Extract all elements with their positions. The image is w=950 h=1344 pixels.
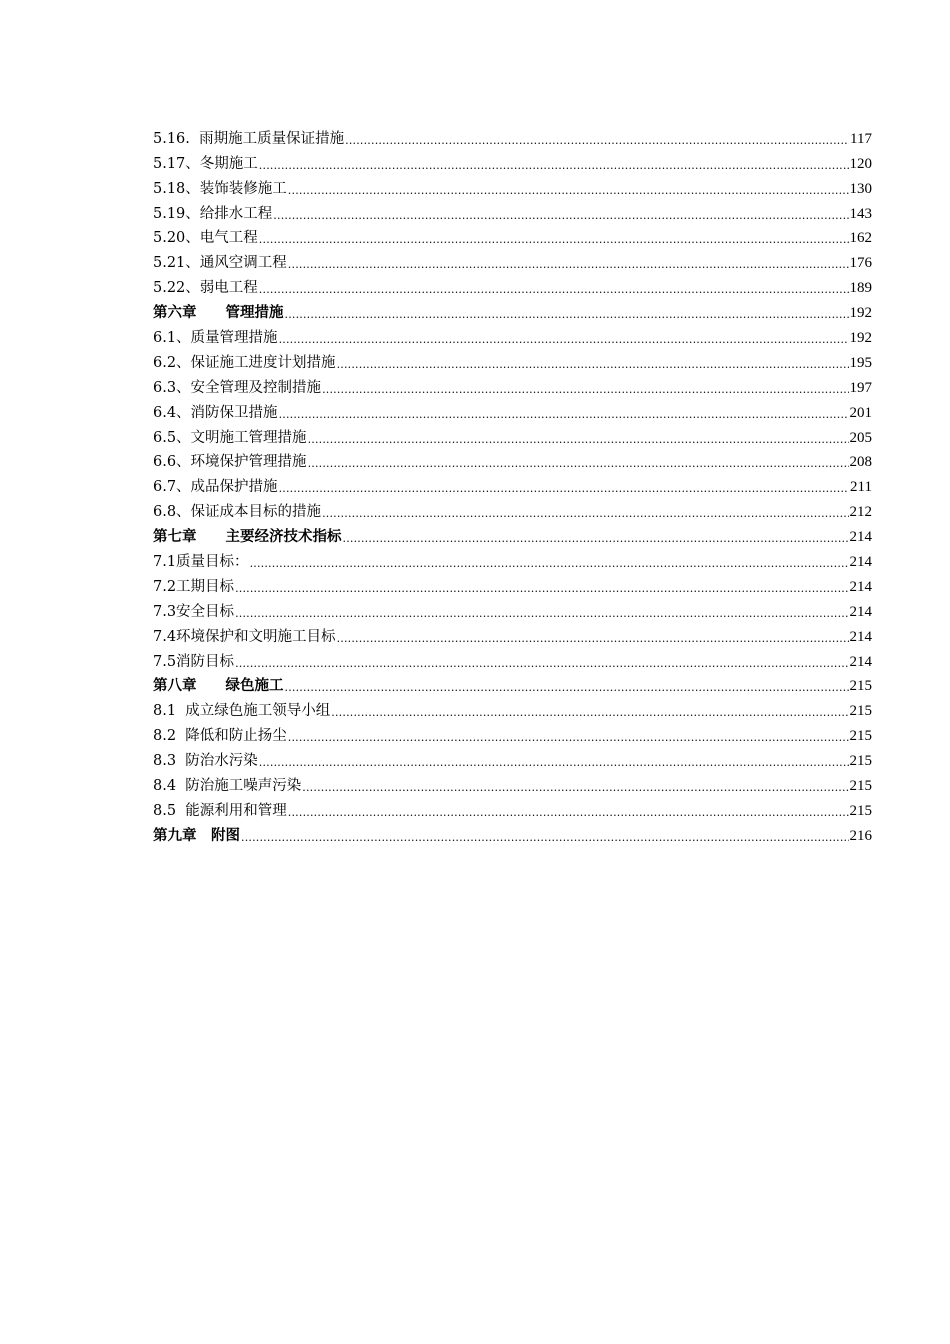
toc-entry-label: 8.5 能源利用和管理 [153,802,287,819]
toc-entry-label: 6.6、环境保护管理措施 [153,454,307,471]
toc-page-number: 214 [849,529,872,546]
toc-entry[interactable] [153,572,872,597]
toc-entry[interactable] [153,124,872,149]
toc-dot-leader [331,705,848,721]
toc-dot-leader [285,680,849,696]
toc-page-number: 120 [849,155,872,172]
toc-entry-label: 5.19、给排水工程 [153,205,273,222]
toc-entry-label: 7.1质量目标： [153,554,249,571]
toc-page-number: 215 [849,703,872,720]
toc-dot-leader [241,830,849,846]
toc-entry-label: 6.8、保证成本目标的措施 [153,504,322,521]
table-of-contents [153,124,872,846]
toc-dot-leader [279,332,849,348]
toc-entry[interactable] [153,224,872,249]
toc-entry-label: 第七章 主要经济技术指标 [153,528,342,546]
toc-entry[interactable] [153,796,872,821]
toc-entry-label: 6.4、消防保卫措施 [153,404,278,421]
toc-entry[interactable] [153,622,872,647]
toc-entry-label: 5.20、电气工程 [153,230,258,247]
toc-entry-label: 6.2、保证施工进度计划措施 [153,354,336,371]
toc-page-number: 162 [849,230,872,247]
toc-page-number: 214 [849,603,872,620]
toc-dot-leader [288,183,849,199]
toc-entry[interactable] [153,323,872,348]
toc-entry[interactable] [153,199,872,224]
toc-dot-leader [337,631,849,647]
toc-entry[interactable] [153,597,872,622]
toc-entry-label: 5.17、冬期施工 [153,155,258,172]
toc-dot-leader [337,357,849,373]
toc-entry-label: 5.18、装饰装修施工 [153,180,287,197]
toc-page-number: 189 [849,280,872,297]
toc-entry[interactable] [153,721,872,746]
toc-dot-leader [288,730,849,746]
toc-entry[interactable] [153,273,872,298]
toc-dot-leader [279,407,849,423]
toc-page-number: 214 [849,554,872,571]
toc-page-number: 197 [849,379,872,396]
toc-entry-label: 7.3安全目标 [153,603,235,620]
toc-page-number: 176 [849,255,872,272]
toc-dot-leader [302,780,848,796]
toc-page-number: 192 [849,330,872,347]
toc-entry[interactable] [153,348,872,373]
toc-dot-leader [279,481,849,497]
toc-dot-leader [259,158,849,174]
toc-page-number: 215 [849,802,872,819]
toc-entry-label: 7.5消防目标 [153,653,235,670]
toc-entry[interactable] [153,174,872,199]
toc-page-number: 214 [849,628,872,645]
toc-entry-label: 7.2工期目标 [153,578,235,595]
toc-dot-leader [308,456,849,472]
toc-dot-leader [273,208,848,224]
toc-entry-label: 6.7、成品保护措施 [153,479,278,496]
toc-chapter-entry[interactable] [153,522,872,547]
toc-page-number: 211 [850,479,872,496]
toc-dot-leader [322,506,848,522]
toc-dot-leader [322,382,848,398]
toc-chapter-entry[interactable] [153,821,872,846]
toc-dot-leader [235,606,848,622]
toc-entry-label: 5.16. 雨期施工质量保证措施 [153,130,345,147]
toc-dot-leader [308,432,849,448]
toc-chapter-entry[interactable] [153,298,872,323]
toc-entry-label: 6.5、文明施工管理措施 [153,429,307,446]
toc-entry[interactable] [153,696,872,721]
toc-entry-label: 第八章 绿色施工 [153,677,284,695]
toc-page-number: 130 [849,180,872,197]
toc-dot-leader [343,531,849,547]
toc-page-number: 117 [850,130,872,147]
toc-page-number: 215 [849,778,872,795]
toc-entry-label: 8.4 防治施工噪声污染 [153,778,302,795]
toc-entry[interactable] [153,647,872,672]
toc-page-number: 215 [849,728,872,745]
toc-page-number: 214 [849,578,872,595]
toc-entry[interactable] [153,448,872,473]
toc-dot-leader [250,556,849,572]
toc-entry[interactable] [153,373,872,398]
toc-dot-leader [259,232,849,248]
toc-entry-label: 8.2 降低和防止扬尘 [153,728,287,745]
toc-entry[interactable] [153,248,872,273]
toc-entry[interactable] [153,771,872,796]
toc-entry[interactable] [153,423,872,448]
toc-page-number: 214 [849,653,872,670]
toc-page-number: 195 [849,354,872,371]
toc-dot-leader [288,257,849,273]
toc-entry-label: 第九章 附图 [153,826,240,844]
toc-entry[interactable] [153,547,872,572]
toc-entry-label: 7.4环境保护和文明施工目标 [153,628,336,645]
toc-entry-label: 8.3 防治水污染 [153,753,258,770]
toc-entry-label: 6.3、安全管理及控制措施 [153,379,322,396]
toc-page-number: 205 [849,429,872,446]
toc-page-number: 215 [849,678,872,695]
toc-page-number: 208 [849,454,872,471]
toc-entry[interactable] [153,398,872,423]
toc-entry-label: 5.21、通风空调工程 [153,255,287,272]
toc-entry[interactable] [153,149,872,174]
toc-dot-leader [259,282,849,298]
toc-page-number: 192 [849,305,872,322]
toc-page-number: 212 [849,504,872,521]
toc-entry[interactable] [153,497,872,522]
toc-page-number: 216 [849,827,872,844]
toc-dot-leader [288,805,849,821]
toc-page-number: 215 [849,753,872,770]
toc-entry[interactable] [153,746,872,771]
toc-dot-leader [235,581,848,597]
toc-dot-leader [235,656,848,672]
toc-page-number: 201 [849,404,872,421]
toc-page-number: 143 [849,205,872,222]
toc-dot-leader [259,755,849,771]
toc-entry-label: 8.1 成立绿色施工领导小组 [153,703,331,720]
toc-dot-leader [285,307,849,323]
toc-entry-label: 6.1、质量管理措施 [153,330,278,347]
toc-dot-leader [345,133,849,149]
toc-entry-label: 第六章 管理措施 [153,304,284,322]
toc-chapter-entry[interactable] [153,672,872,697]
toc-entry-label: 5.22、弱电工程 [153,280,258,297]
toc-entry[interactable] [153,472,872,497]
